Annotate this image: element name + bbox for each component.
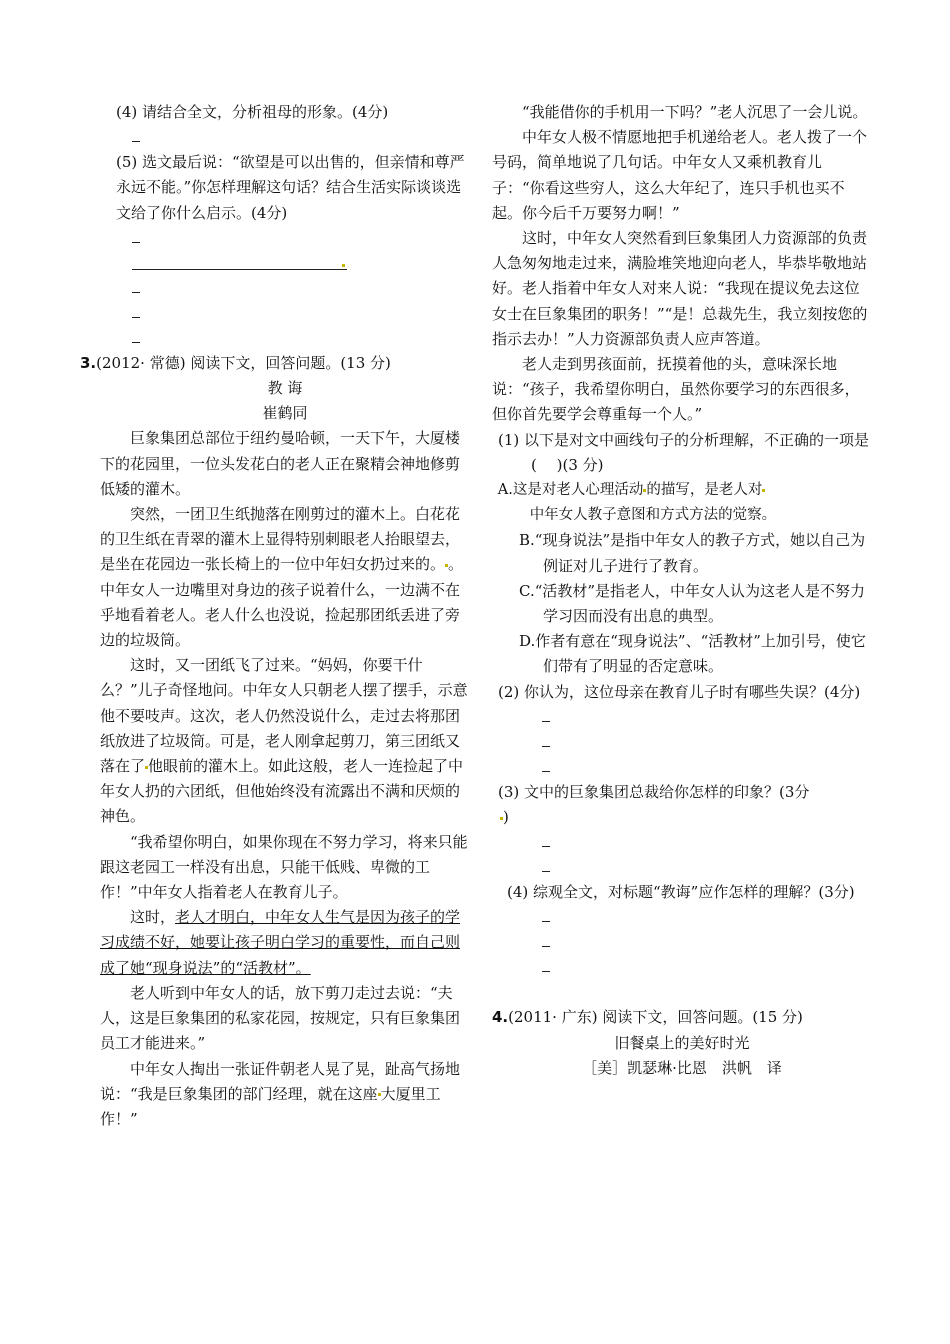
paragraph: 老人走到男孩面前，抚摸着他的头，意味深长地说：“孩子，我希望你明白，虽然你要学习的东西很多，但你首先要学会尊重每一个人。” [492, 355, 860, 424]
answer-blank[interactable] [492, 830, 872, 855]
option-d: D.作者有意在“现身说法”、“活教材”上加引号，使它们带有了明显的否定意味。 [519, 632, 866, 676]
left-column [80, 100, 470, 1132]
article-title-2: 旧餐桌上的美好时光 [614, 1033, 750, 1052]
answer-blank[interactable] [100, 226, 470, 251]
question-number: 4. [492, 1008, 509, 1027]
answer-blank[interactable] [492, 930, 872, 955]
answer-blank[interactable] [492, 955, 872, 980]
option-a: A.这是对老人心理活动 的描写，是老人对 中年女人教子意图和方式方法的觉察。 [497, 482, 777, 524]
answer-blank[interactable] [100, 276, 470, 301]
underlined-sentence: 老人才明白，中年女人生气是因为孩子的学习成绩不好，她要让孩子明白学习的重要性，而自己则成了她“现身说法”的“活教材”。 [100, 908, 461, 977]
paragraph: 这时，中年女人突然看到巨象集团人力资源部的负责人急匆匆地走过来，满脸堆笑地迎向老人，毕恭毕敬地站好。老人指着中年女人对来人说：“我现在提议免去这位女士在巨象集团的职务！”“是！总裁先生，我立刻按您的指示去办！”人力资源部负责人应声答道。 [492, 229, 868, 348]
paragraph: 突然，一团卫生纸抛落在刚剪过的灌木上。白花花的卫生纸在青翠的灌木上显得特别刺眼老人抬眼望去，是坐在花园边一张长椅上的一位中年妇女扔过来的。 。中年女人一边嘴里对身边的孩子说着什么，一边满不在乎地看着老人。老人什么也没说，捡起那团纸丢进了旁边的垃圾筒。 [100, 505, 464, 650]
paragraph: “我希望你明白，如果你现在不努力学习，将来只能跟这老园工一样没有出息，只能干低贱、卑微的工作！”中年女人指着老人在教育儿子。 [100, 832, 468, 902]
answer-blank[interactable] [100, 326, 470, 351]
answer-blank[interactable] [492, 905, 872, 930]
answer-blank[interactable] [492, 855, 872, 880]
question-3-source: (2012· 常德) 阅读下文，回答问题。(13 分) [96, 353, 391, 372]
paragraph: 中年女人极不情愿地把手机递给老人。老人拨了一个号码，简单地说了几句话。中年女人又乘机教育儿子：“你看这些穷人，这么大年纪了，连只手机也买不起。你今后千万要努力啊！” [492, 128, 868, 222]
question-3-2: (2) 你认为，这位母亲在教育儿子时有哪些失误？(4分) [498, 682, 861, 701]
question-3-3: (3) 文中的巨象集团总裁给你怎样的印象？(3分 ) [498, 782, 810, 827]
option-c: C.“活教材”是指老人，中年女人认为这老人是不努力学习因而没有出息的典型。 [519, 581, 866, 626]
article-author: 崔鹤同 [262, 404, 308, 423]
paragraph: “我能借你的手机用一下吗？”老人沉思了一会儿说。 [522, 103, 868, 121]
answer-blank[interactable] [100, 301, 470, 326]
question-2-4: (4) 请结合全文，分析祖母的形象。(4分) [116, 103, 389, 121]
question-3-4: (4) 综观全文，对标题“教诲”应作怎样的理解？(3分) [507, 883, 855, 902]
option-b: B.“现身说法”是指中年女人的教子方式，她以自己为例证对儿子进行了教育。 [519, 531, 866, 575]
paragraph: 这时，又一团纸飞了过来。“妈妈，你要干什么？”儿子奇怪地问。中年女人只朝老人摆了摆手，示意他不要吱声。这次，老人仍然没说什么，走过去将那团纸放进了垃圾筒。可是，老人刚拿起剪刀，第三团纸又落在了 他眼前的灌木上。如此这般，老人一连捡起了中年女人扔的六团纸，但他始终没有流露出不满和厌烦的神色。 [100, 656, 468, 826]
article-author-2: ［美］凯瑟琳·比恩 洪帆 译 [582, 1058, 782, 1077]
question-3-header [80, 351, 470, 376]
answer-blank[interactable] [492, 705, 872, 730]
question-4-header [492, 1005, 872, 1030]
right-column [492, 100, 872, 1081]
paragraph: 巨象集团总部位于纽约曼哈顿，一天下午，大厦楼下的花园里，一位头发花白的老人正在聚精会神地修剪低矮的灌木。 [100, 429, 461, 498]
article-title: 教 诲 [267, 379, 303, 398]
question-2-5: (5) 选文最后说：“欲望是可以出售的，但亲情和尊严永远不能。”你怎样理解这句话？结合生活实际谈谈选文给了你什么启示。(4分) [116, 153, 465, 222]
answer-blank[interactable] [100, 125, 470, 150]
paragraph: 老人听到中年女人的话，放下剪刀走过去说：“夫人，这是巨象集团的私家花园，按规定，只有巨象集团员工才能进来。” [100, 983, 461, 1053]
answer-line[interactable] [132, 251, 347, 270]
question-4-source: (2011· 广东) 阅读下文，回答问题。(15 分) [508, 1008, 803, 1027]
question-3-1: (1) 以下是对文中画线句子的分析理解，不正确的一项是( )(3 分) [498, 430, 870, 474]
paragraph: 这时，老人才明白，中年女人生气是因为孩子的学习成绩不好，她要让孩子明白学习的重要性，而自己则成了她“现身说法”的“活教材”。 [100, 908, 461, 977]
answer-blank[interactable] [492, 755, 872, 780]
question-number: 3. [80, 353, 97, 372]
paragraph: 中年女人掏出一张证件朝老人晃了晃，趾高气扬地说：“我是巨象集团的部门经理，就在这座 大厦里工作！” [100, 1059, 461, 1128]
answer-blank[interactable] [492, 730, 872, 755]
